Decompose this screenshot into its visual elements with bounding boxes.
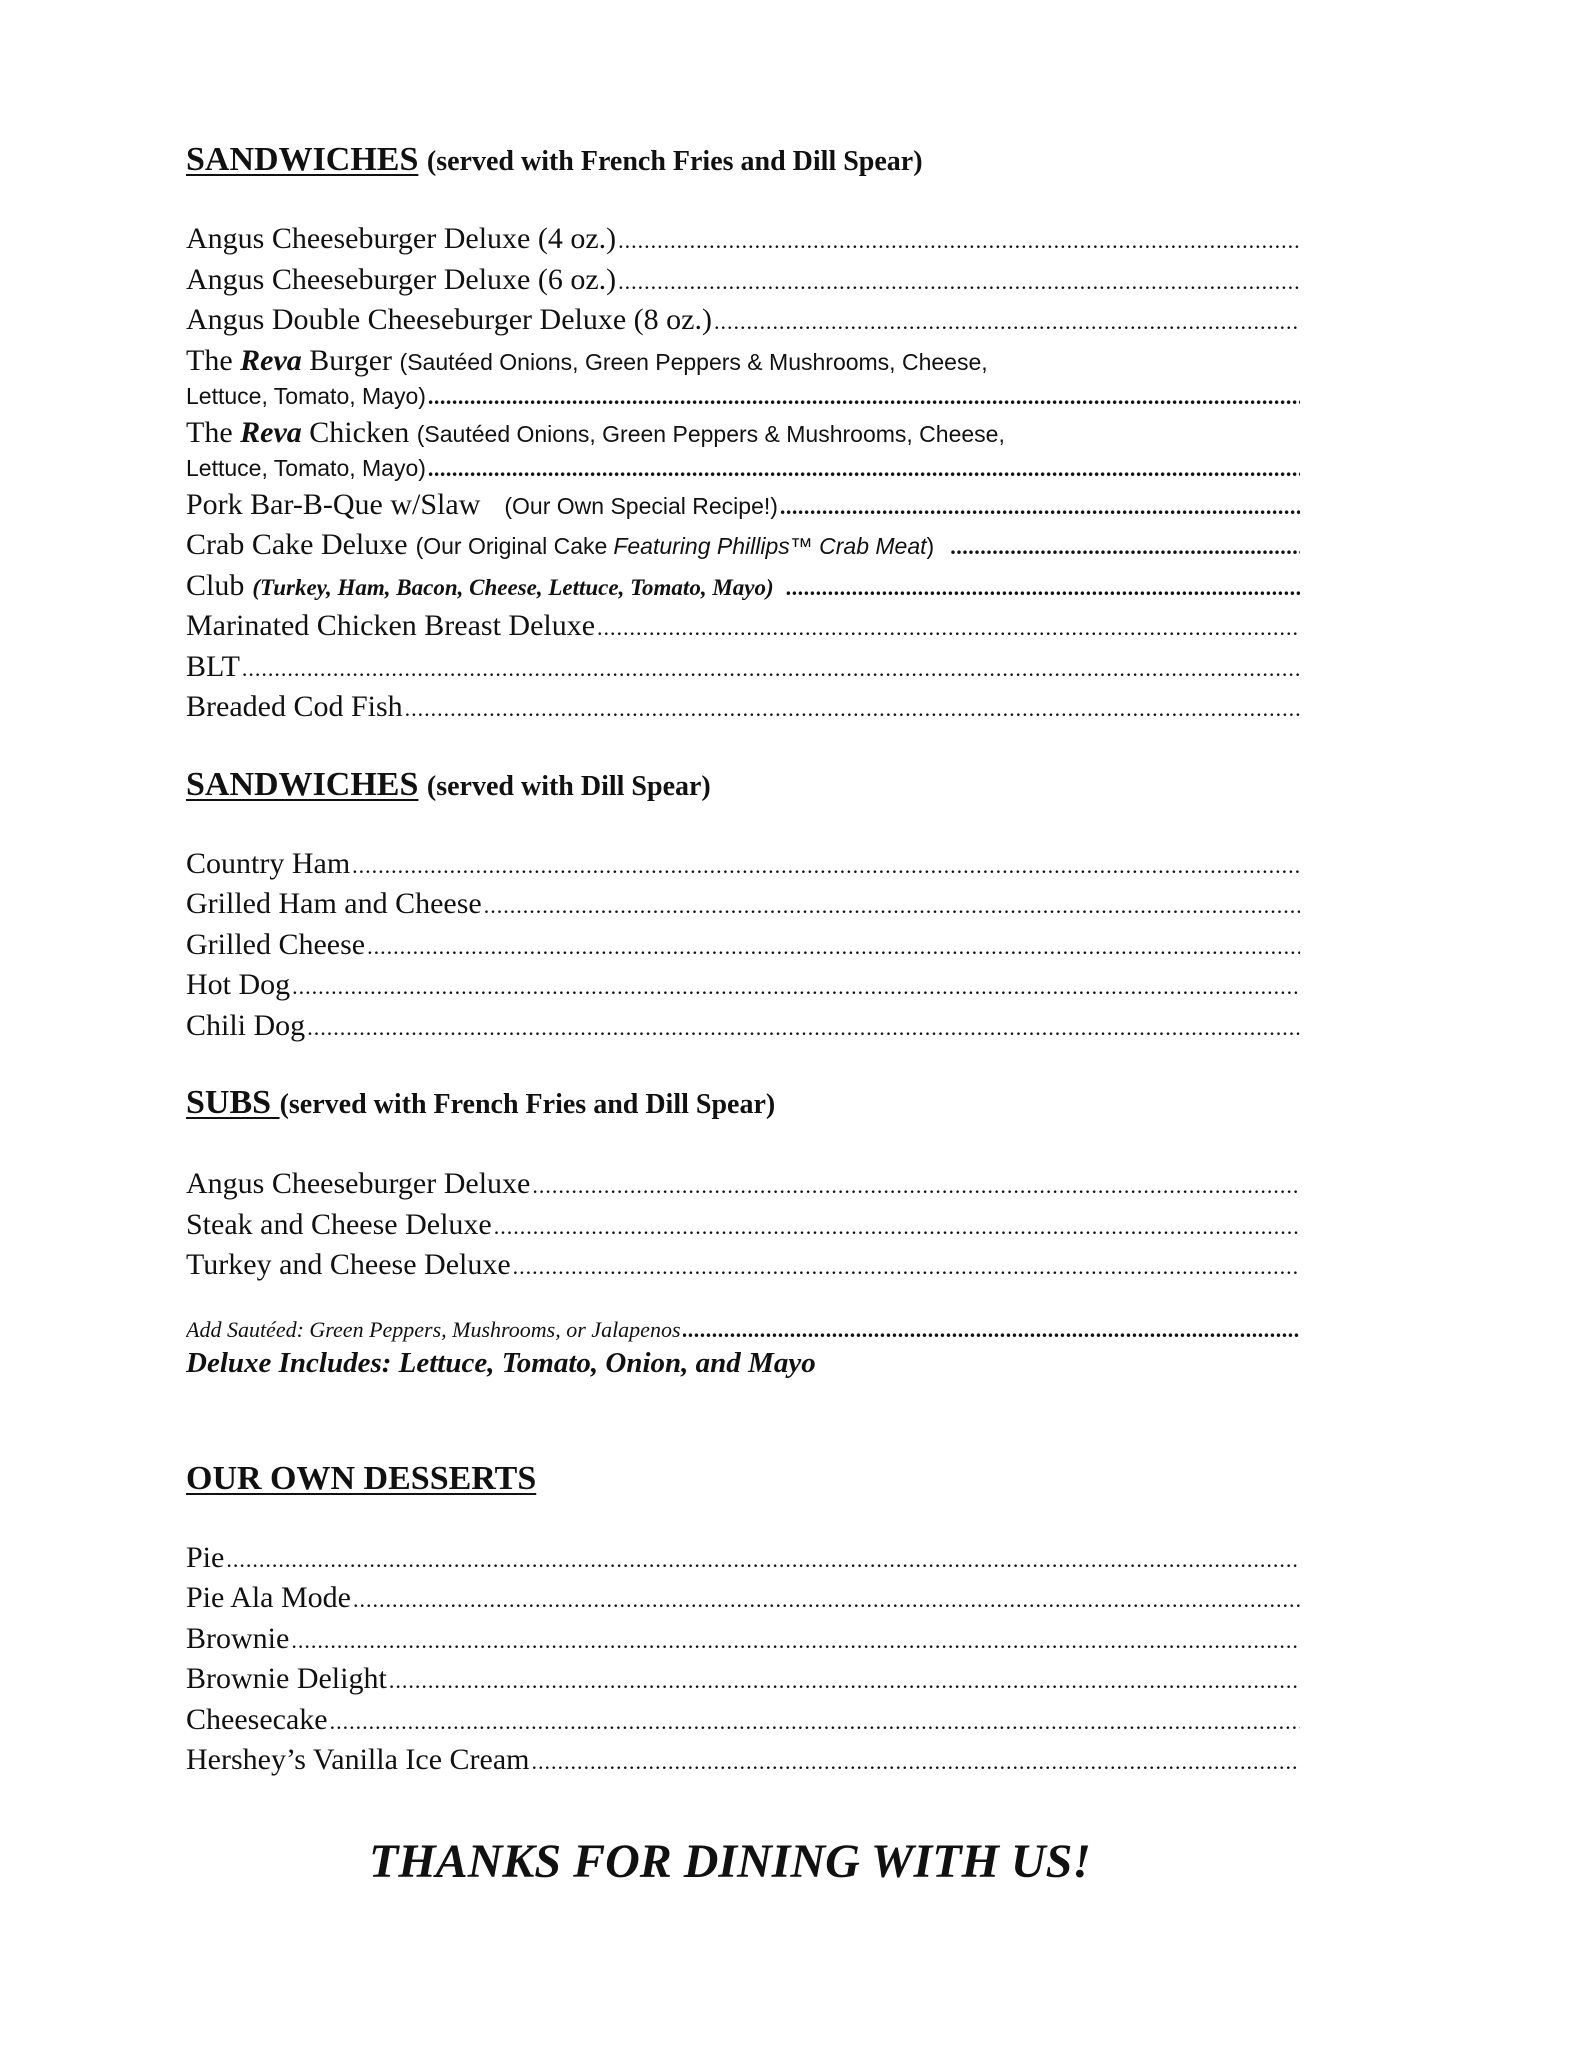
menu-item-name: Angus Cheeseburger Deluxe xyxy=(186,1167,531,1200)
menu-item-description: (Sautéed Onions, Green Peppers & Mushrooms, Cheese, xyxy=(399,348,988,375)
dot-leader xyxy=(780,488,1300,527)
menu-item xyxy=(186,1620,1300,1661)
section-heading xyxy=(186,140,1300,182)
dot-leader xyxy=(950,528,1300,567)
dot-leader xyxy=(428,452,1300,486)
dot-leader xyxy=(291,1622,1300,1661)
menu-item-name: Brownie xyxy=(186,1621,290,1655)
menu-item xyxy=(186,1246,1300,1287)
menu-item-name: Hot Dog xyxy=(186,968,291,1001)
menu-item xyxy=(186,688,1300,729)
dot-leader xyxy=(367,928,1300,967)
section-title: SANDWICHES xyxy=(186,765,419,803)
menu-item-name: Angus Double Cheeseburger Deluxe (8 oz.) xyxy=(186,303,712,336)
menu-item-pork xyxy=(186,486,1300,527)
section-subs xyxy=(186,1083,1300,1381)
menu-item-name: Angus Cheeseburger Deluxe (6 oz.) xyxy=(186,262,617,296)
menu-item-description: (Our Original Cake xyxy=(415,533,608,559)
menu-item xyxy=(186,1206,1300,1247)
dot-leader xyxy=(597,609,1300,648)
menu-item xyxy=(186,1539,1300,1580)
dot-leader xyxy=(618,222,1300,261)
menu-item xyxy=(186,1579,1300,1620)
menu-item xyxy=(186,648,1300,689)
menu-item-reva-chicken xyxy=(186,416,1300,486)
menu-item-name: Brownie Delight xyxy=(186,1662,387,1695)
menu-item xyxy=(186,301,1300,342)
section-title: SUBS xyxy=(186,1084,280,1121)
dot-leader xyxy=(389,1662,1300,1701)
dot-leader xyxy=(405,690,1300,729)
menu-item xyxy=(186,1165,1300,1206)
dot-leader xyxy=(353,1581,1300,1620)
menu-item-name: Burger xyxy=(309,343,393,377)
menu-item-name: Country Ham xyxy=(186,846,351,880)
reva-brand: Reva xyxy=(240,343,302,377)
menu-item-prefix: The xyxy=(186,343,233,377)
menu-item xyxy=(186,926,1300,967)
section-title: SANDWICHES xyxy=(186,141,419,178)
menu-item xyxy=(186,966,1300,1007)
menu-item xyxy=(186,845,1300,886)
dot-leader xyxy=(683,1315,1300,1345)
menu-item-description-close: ) xyxy=(926,533,935,559)
menu-item-name: Club xyxy=(186,568,245,602)
dot-leader xyxy=(292,968,1300,1007)
menu-item-name: Crab Cake Deluxe xyxy=(186,528,408,561)
section-note: (served with French Fries and Dill Spear) xyxy=(279,1089,776,1120)
section-desserts xyxy=(186,1459,1300,1782)
menu-item-description-cont: Lettuce, Tomato, Mayo) xyxy=(186,382,426,409)
dot-leader xyxy=(330,1703,1300,1742)
dot-leader xyxy=(513,1248,1300,1287)
menu-item-name: Hershey’s Vanilla Ice Cream xyxy=(186,1743,530,1776)
menu-item-description-italic: Featuring Phillips™ Crab Meat xyxy=(613,533,927,559)
menu-item xyxy=(186,1660,1300,1701)
dot-leader xyxy=(714,303,1300,342)
menu-item-name: Pie xyxy=(186,1540,225,1574)
menu-item-description: (Turkey, Ham, Bacon, Cheese, Lettuce, Tomato, Mayo) xyxy=(252,574,774,600)
menu-item-club xyxy=(186,567,1300,608)
menu-list xyxy=(186,845,1300,1048)
menu-page xyxy=(186,140,1300,1782)
menu-item-name: BLT xyxy=(186,649,240,683)
menu-item-description: (Sautéed Onions, Green Peppers & Mushrooms, Cheese, xyxy=(416,420,1005,447)
menu-item-name: Pie Ala Mode xyxy=(186,1581,351,1614)
add-sauteed-text: Add Sautéed: Green Peppers, Mushrooms, or Jalapenos xyxy=(186,1316,681,1342)
section-note: (served with French Fries and Dill Spear) xyxy=(426,146,923,177)
section-heading xyxy=(186,765,1300,807)
dot-leader xyxy=(786,569,1300,608)
dot-leader xyxy=(532,1743,1301,1782)
add-sauteed-note xyxy=(186,1315,1300,1345)
menu-item-name: Grilled Ham and Cheese xyxy=(186,887,482,920)
menu-item-name: Angus Cheeseburger Deluxe (4 oz.) xyxy=(186,222,617,255)
menu-item xyxy=(186,1701,1300,1742)
dot-leader xyxy=(226,1541,1300,1580)
menu-list xyxy=(186,486,1300,729)
menu-item-name: Pork Bar-B-Que w/Slaw xyxy=(186,487,481,521)
menu-item xyxy=(186,220,1300,261)
dot-leader xyxy=(618,263,1300,302)
menu-list xyxy=(186,1165,1300,1287)
deluxe-includes-note: Deluxe Includes: Lettuce, Tomato, Onion, and Mayo xyxy=(186,1346,816,1379)
menu-item-name: Chicken xyxy=(309,415,410,449)
dot-leader xyxy=(494,1208,1300,1247)
dot-leader xyxy=(532,1167,1300,1206)
menu-item xyxy=(186,1007,1300,1048)
menu-item-reva-burger xyxy=(186,344,1300,414)
dot-leader xyxy=(307,1009,1300,1048)
menu-item-prefix: The xyxy=(186,415,233,449)
section-note: (served with Dill Spear) xyxy=(426,770,711,802)
thanks-footer: THANKS FOR DINING WITH US! xyxy=(369,1835,1091,1888)
menu-item xyxy=(186,261,1300,302)
menu-item xyxy=(186,885,1300,926)
section-title: OUR OWN DESSERTS xyxy=(186,1459,537,1497)
section-sandwiches-dill xyxy=(186,765,1300,1048)
dot-leader xyxy=(242,650,1300,689)
reva-brand: Reva xyxy=(240,415,302,449)
menu-item-name: Cheesecake xyxy=(186,1702,328,1736)
menu-list xyxy=(186,1539,1300,1782)
section-heading xyxy=(186,1459,1300,1499)
menu-item-name: Steak and Cheese Deluxe xyxy=(186,1207,492,1241)
menu-item-name: Chili Dog xyxy=(186,1008,306,1042)
menu-item-description: (Our Own Special Recipe!) xyxy=(504,492,778,519)
menu-item-description-cont: Lettuce, Tomato, Mayo) xyxy=(186,454,426,481)
menu-item-name: Marinated Chicken Breast Deluxe xyxy=(186,609,596,642)
dot-leader xyxy=(428,380,1300,414)
section-heading xyxy=(186,1083,1300,1125)
dot-leader xyxy=(484,887,1300,926)
menu-list xyxy=(186,220,1300,342)
menu-item-name: Grilled Cheese xyxy=(186,927,366,961)
menu-item xyxy=(186,1741,1300,1782)
menu-item-name: Turkey and Cheese Deluxe xyxy=(186,1248,511,1281)
menu-item-name: Breaded Cod Fish xyxy=(186,690,403,723)
menu-item xyxy=(186,607,1300,648)
menu-item-crab xyxy=(186,526,1300,567)
section-sandwiches-fries xyxy=(186,140,1300,729)
dot-leader xyxy=(352,847,1300,886)
